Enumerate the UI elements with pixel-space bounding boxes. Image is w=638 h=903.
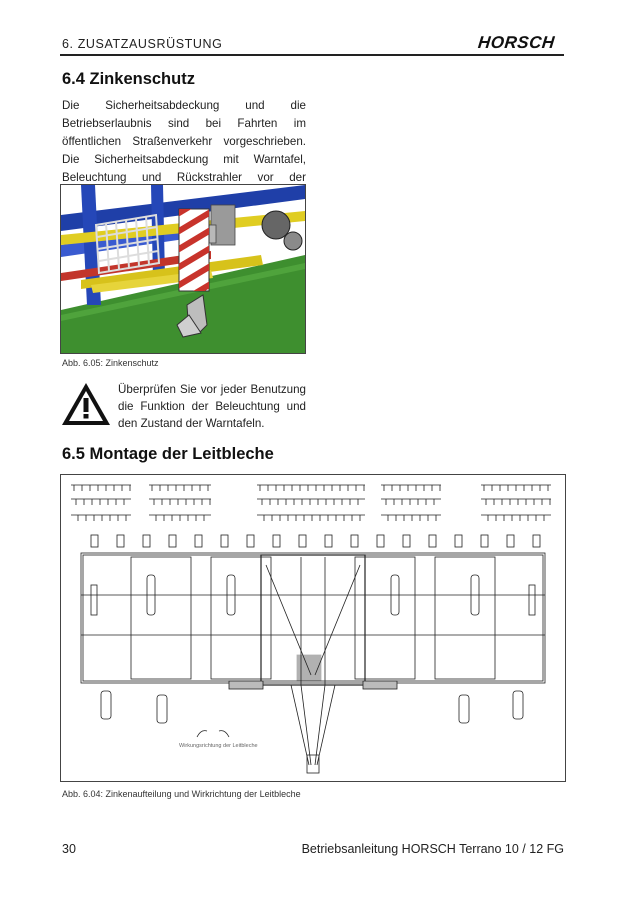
figure-zinkenschutz <box>60 184 306 354</box>
warning-triangle-icon <box>60 381 112 427</box>
section-title-zinkenschutz: 6.4 Zinkenschutz <box>62 70 195 88</box>
figure-label-wirkungsrichtung: Wirkungsrichtung der Leitbleche <box>179 743 258 749</box>
figure-leitbleche-diagram <box>60 474 566 782</box>
page-number: 30 <box>62 842 76 856</box>
section-body-text: Die Sicherheitsabdeckung und die Betriebserlaubnis sind bei Fahrten im öffentlichen Straßenverkehr vorgeschrieben. Die Sicherheitsabdeckung mit Warntafel, Beleuchtung und Rückstrahler vor der <box>62 99 306 184</box>
figure-caption-6-04: Abb. 6.04: Zinkenaufteilung und Wirkrichtung der Leitbleche <box>62 789 301 799</box>
brand-logo: HORSCH <box>477 33 556 52</box>
header-rule <box>60 54 564 56</box>
warning-text: Überprüfen Sie vor jeder Benutzung die Funktion der Beleuchtung und den Zustand der Warntafeln. <box>118 383 306 430</box>
running-header-section: 6. ZUSATZAUSRÜSTUNG <box>62 37 223 51</box>
figure-caption-6-05: Abb. 6.05: Zinkenschutz <box>62 358 159 368</box>
section-title-leitbleche: 6.5 Montage der Leitbleche <box>62 445 274 463</box>
zinkenschutz-illustration <box>61 185 305 353</box>
tine-layout-drawing <box>61 475 565 781</box>
document-title-footer: Betriebsanleitung HORSCH Terrano 10 / 12 FG <box>301 842 564 856</box>
